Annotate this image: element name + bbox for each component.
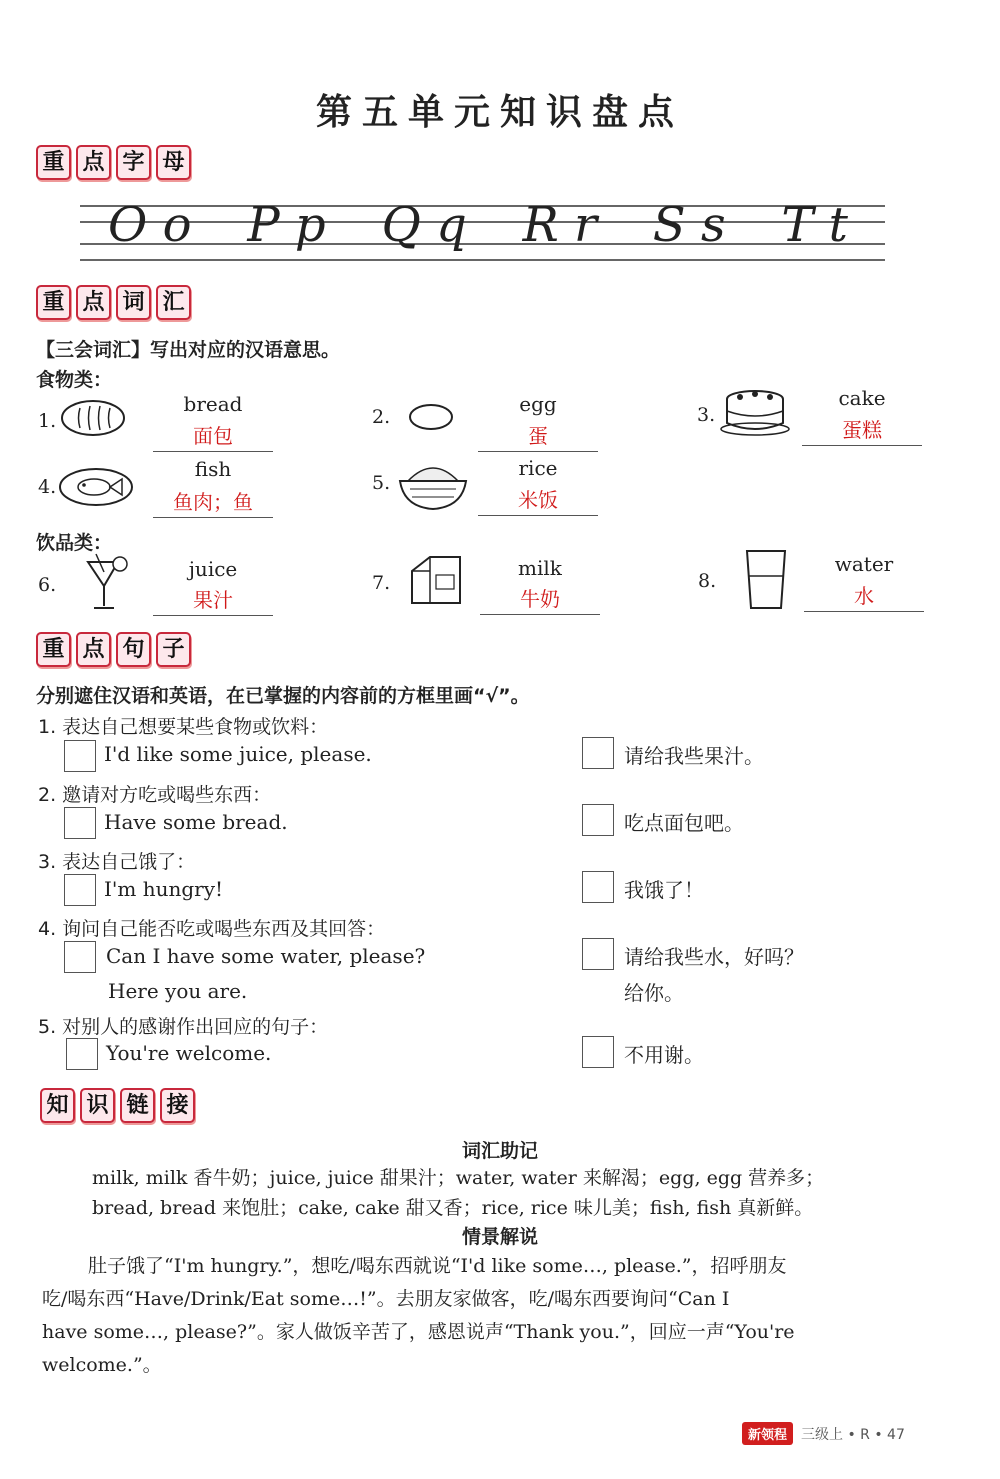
english-sentence: Can I have some water, please?	[106, 944, 426, 968]
check-box[interactable]	[582, 737, 614, 769]
cake-icon	[720, 385, 790, 437]
english-sentence: Here you are.	[108, 979, 248, 1003]
english-sentence: You're welcome.	[106, 1041, 272, 1065]
vocab-word: rice	[518, 456, 558, 480]
chinese-sentence: 不用谢。	[624, 1043, 704, 1067]
section-badge-letters: 重 点 字 母	[36, 145, 191, 180]
vocab-answer: 米饭	[478, 484, 598, 516]
chinese-sentence: 吃点面包吧。	[624, 811, 744, 835]
page-number: 三级上 • R • 47	[801, 1426, 905, 1443]
vocab-answer: 果汁	[153, 584, 273, 616]
scene-line: 吃/喝东西“Have/Drink/Eat some…!”。去朋友家做客，吃/喝东西要询问“Can I	[42, 1288, 730, 1310]
vocab-word: juice	[188, 557, 238, 581]
vocab-answer: 面包	[153, 420, 273, 452]
check-box[interactable]	[582, 1036, 614, 1068]
section-badge-knowledge: 知 识 链 接	[40, 1088, 195, 1123]
sentence-question: 5. 对别人的感谢作出回应的句子：	[38, 1016, 329, 1038]
memo-line: milk, milk 香牛奶；juice, juice 甜果汁；water, water 来解渴；egg, egg 营养多；	[92, 1167, 825, 1189]
egg-icon	[408, 402, 454, 432]
chinese-sentence: 给你。	[624, 981, 684, 1005]
juice-icon	[82, 552, 132, 614]
check-box[interactable]	[64, 941, 96, 973]
check-box[interactable]	[582, 871, 614, 903]
page-title: 第五单元知识盘点	[315, 91, 684, 133]
chinese-sentence: 我饿了！	[624, 878, 704, 902]
item-number: 1.	[38, 410, 57, 432]
vocab-answer: 蛋糕	[802, 414, 922, 446]
bread-icon	[60, 398, 126, 438]
section-badge-sentences: 重 点 句 子	[36, 632, 191, 667]
sentence-instruction: 分别遮住汉语和英语，在已掌握的内容前的方框里画“√”。	[36, 685, 530, 707]
letter-pair: S s	[652, 197, 726, 253]
section-badge-vocab: 重 点 词 汇	[36, 285, 191, 320]
sentence-question: 1. 表达自己想要某些食物或饮料：	[38, 716, 329, 738]
check-box[interactable]	[582, 804, 614, 836]
rice-bowl-icon	[396, 455, 470, 513]
chinese-sentence: 请给我些果汁。	[624, 744, 764, 768]
item-number: 3.	[697, 404, 716, 426]
vocab-answer: 水	[804, 580, 924, 612]
item-number: 4.	[38, 476, 57, 498]
food-label: 食物类：	[36, 369, 113, 391]
vocab-answer: 鱼肉；鱼	[153, 486, 273, 518]
check-box[interactable]	[66, 1038, 98, 1070]
item-number: 8.	[698, 570, 717, 592]
item-number: 7.	[372, 572, 391, 594]
letter-pair: T t	[781, 197, 848, 253]
item-number: 2.	[372, 406, 391, 428]
vocab-word: cake	[838, 386, 886, 410]
vocab-word: egg	[519, 392, 557, 416]
letter-pair: O o	[108, 197, 192, 253]
item-number: 6.	[38, 574, 57, 596]
sentence-question: 3. 表达自己饿了：	[38, 851, 196, 873]
check-box[interactable]	[64, 874, 96, 906]
vocab-word: milk	[518, 556, 562, 580]
letters-row	[108, 195, 848, 255]
chinese-sentence: 请给我些水，好吗？	[624, 945, 804, 969]
letter-pair: P p	[247, 197, 326, 253]
english-sentence: Have some bread.	[104, 810, 288, 834]
item-number: 5.	[372, 472, 391, 494]
letter-pair: R r	[522, 197, 597, 253]
english-sentence: I'd like some juice, please.	[104, 742, 372, 766]
milk-carton-icon	[408, 553, 464, 609]
letter-pair: Q q	[381, 197, 467, 253]
fish-icon	[58, 466, 134, 508]
memo-title: 词汇助记	[461, 1140, 538, 1162]
scene-line: 肚子饿了“I'm hungry.”，想吃/喝东西就说“I'd like some…, please.”，招呼朋友	[88, 1255, 787, 1277]
sentence-question: 4. 询问自己能否吃或喝些东西及其回答：	[38, 918, 386, 940]
brand-logo: 新领程	[742, 1422, 793, 1445]
footer	[742, 1422, 905, 1445]
check-box[interactable]	[64, 807, 96, 839]
english-sentence: I'm hungry!	[104, 877, 224, 901]
drink-label: 饮品类：	[36, 532, 113, 554]
scene-title: 情景解说	[461, 1226, 538, 1248]
water-glass-icon	[744, 548, 788, 612]
check-box[interactable]	[64, 740, 96, 772]
sentence-question: 2. 邀请对方吃或喝些东西：	[38, 784, 272, 806]
vocab-instruction: 【三会词汇】写出对应的汉语意思。	[36, 339, 341, 361]
vocab-word: bread	[183, 392, 243, 416]
vocab-word: water	[834, 552, 894, 576]
scene-line: welcome.”。	[42, 1354, 162, 1376]
check-box[interactable]	[582, 938, 614, 970]
vocab-answer: 牛奶	[480, 583, 600, 615]
scene-line: have some…, please?”。家人做饭辛苦了，感恩说声“Thank you.”，回应一声“You're	[42, 1321, 795, 1343]
vocab-answer: 蛋	[478, 420, 598, 452]
memo-line: bread, bread 来饱肚；cake, cake 甜又香；rice, rice 味儿美；fish, fish 真新鲜。	[92, 1197, 814, 1219]
vocab-word: fish	[194, 457, 232, 481]
